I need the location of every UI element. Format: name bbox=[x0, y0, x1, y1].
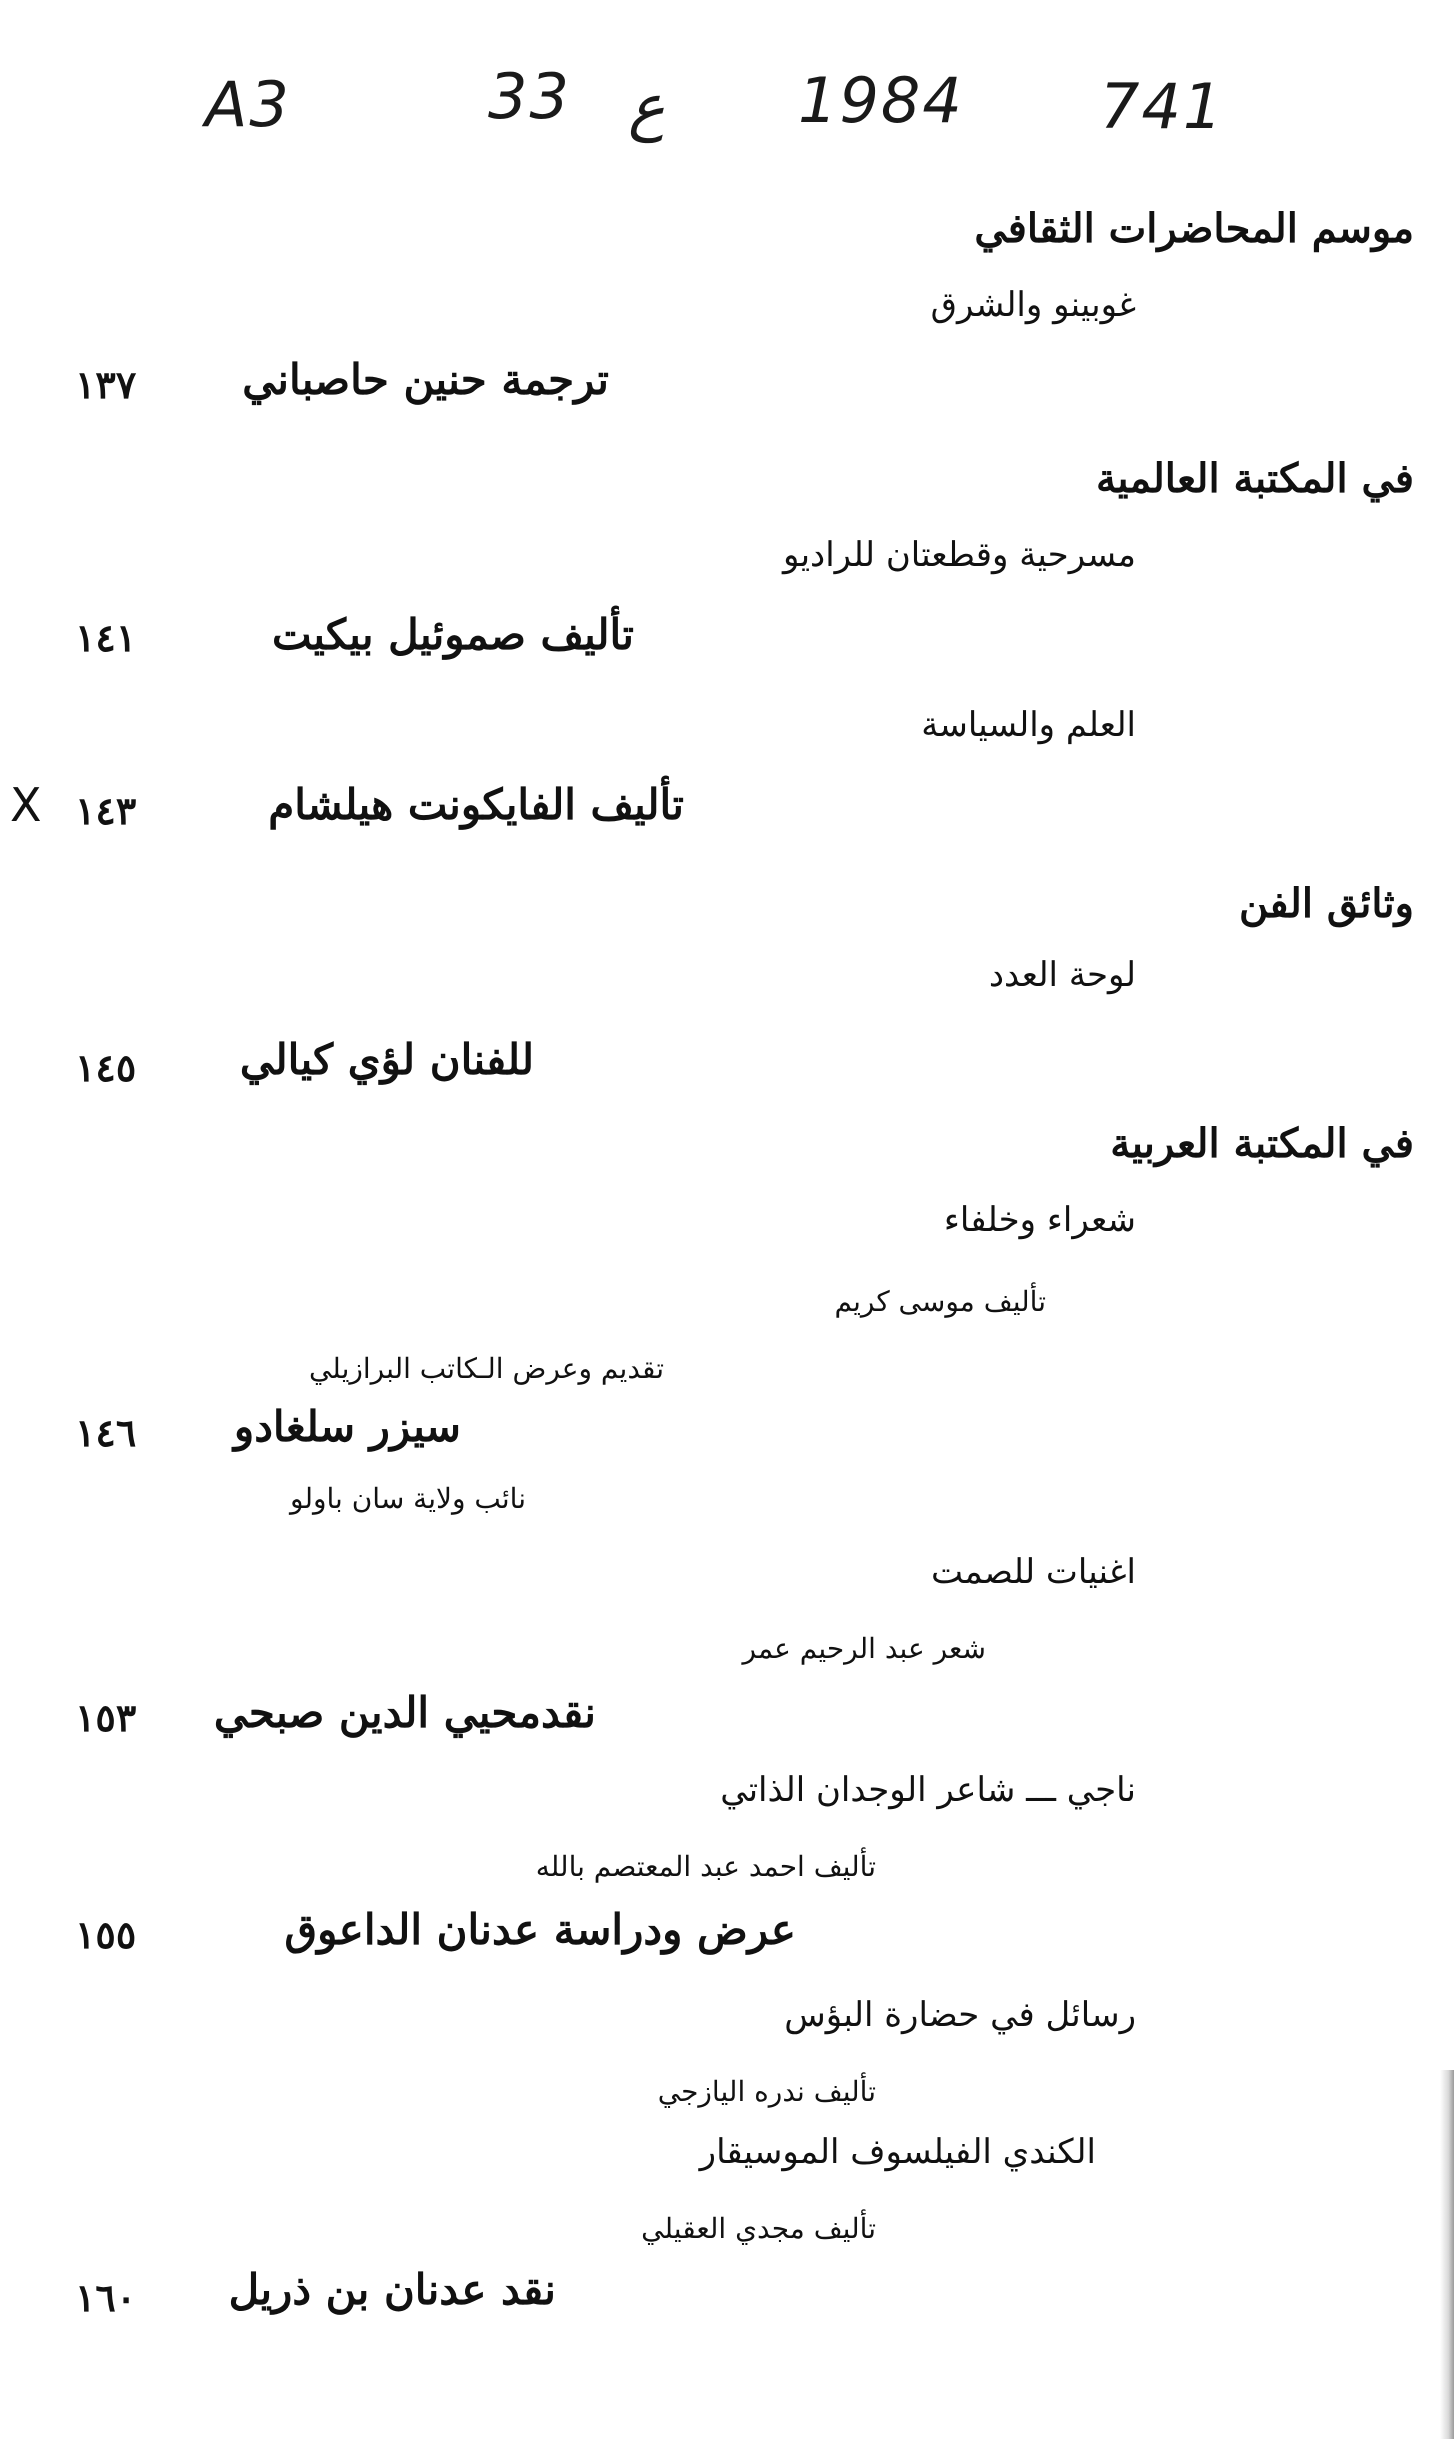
entry-author-line: تأليف موسى كريم bbox=[834, 1285, 1046, 1318]
entry-author: نقد عدنان بن ذريل bbox=[228, 2265, 556, 2314]
handwritten-code-1: A3 bbox=[205, 68, 291, 141]
entry-subtitle: مسرحية وقطعتان للراديو bbox=[783, 535, 1136, 575]
entry-author-line: تأليف ندره اليازجي bbox=[657, 2075, 876, 2108]
section-title: في المكتبة العربية bbox=[1110, 1120, 1414, 1167]
entry-subtitle: ناجي ـــ شاعر الوجدان الذاتي bbox=[720, 1770, 1136, 1810]
scan-page-edge bbox=[1440, 2070, 1454, 2439]
handwritten-code-2: 33 bbox=[488, 60, 571, 133]
entry-subtitle: العلم والسياسة bbox=[921, 705, 1136, 745]
entry-author: تأليف صموئيل بيكيت bbox=[272, 610, 634, 659]
page-number: ١٣٧ bbox=[75, 362, 137, 407]
section-title: وثائق الفن bbox=[1238, 880, 1414, 927]
margin-check-mark: X bbox=[10, 778, 42, 832]
entry-author-line: تأليف احمد عبد المعتصم بالله bbox=[535, 1850, 876, 1883]
entry-author: سيزر سلغادو bbox=[233, 1402, 461, 1451]
page-number: ١٤١ bbox=[75, 615, 137, 660]
section-title: موسم المحاضرات الثقافي bbox=[974, 205, 1414, 252]
entry-author: للفنان لؤي كيالي bbox=[239, 1035, 534, 1084]
entry-subtitle: شعراء وخلفاء bbox=[943, 1200, 1136, 1240]
entry-author: نقدمحيي الدين صبحي bbox=[213, 1688, 596, 1737]
entry-subtitle: اغنيات للصمت bbox=[930, 1552, 1136, 1592]
page-number: ١٥٥ bbox=[75, 1912, 137, 1957]
entry-subtitle: الكندي الفيلسوف الموسيقار bbox=[699, 2132, 1096, 2172]
handwritten-code-3: ع bbox=[628, 70, 665, 143]
page-number: ١٤٦ bbox=[75, 1410, 137, 1455]
entry-author: ترجمة حنين حاصباني bbox=[242, 355, 609, 404]
entry-subtitle: غوبينو والشرق bbox=[930, 285, 1136, 325]
handwritten-code-5: 741 bbox=[1100, 70, 1225, 143]
handwritten-code-4: 1984 bbox=[798, 64, 964, 137]
entry-author: تأليف الفايكونت هيلشام bbox=[268, 780, 684, 829]
page-number: ١٥٣ bbox=[75, 1695, 137, 1740]
entry-author-line: تأليف مجدي العقيلي bbox=[641, 2212, 876, 2245]
entry-subtitle: رسائل في حضارة البؤس bbox=[784, 1995, 1136, 2035]
entry-subtitle: لوحة العدد bbox=[988, 955, 1136, 995]
page-number: ١٦٠ bbox=[75, 2275, 137, 2320]
page-number: ١٤٥ bbox=[75, 1045, 137, 1090]
section-title: في المكتبة العالمية bbox=[1095, 455, 1414, 502]
entry-note-line: نائب ولاية سان باولو bbox=[289, 1482, 526, 1515]
entry-author-line: شعر عبد الرحيم عمر bbox=[742, 1632, 986, 1665]
entry-author: عرض ودراسة عدنان الداعوق bbox=[284, 1905, 796, 1954]
entry-note-line: تقديم وعرض الـكاتب البرازيلي bbox=[308, 1352, 664, 1385]
page-number: ١٤٣ bbox=[75, 788, 137, 833]
